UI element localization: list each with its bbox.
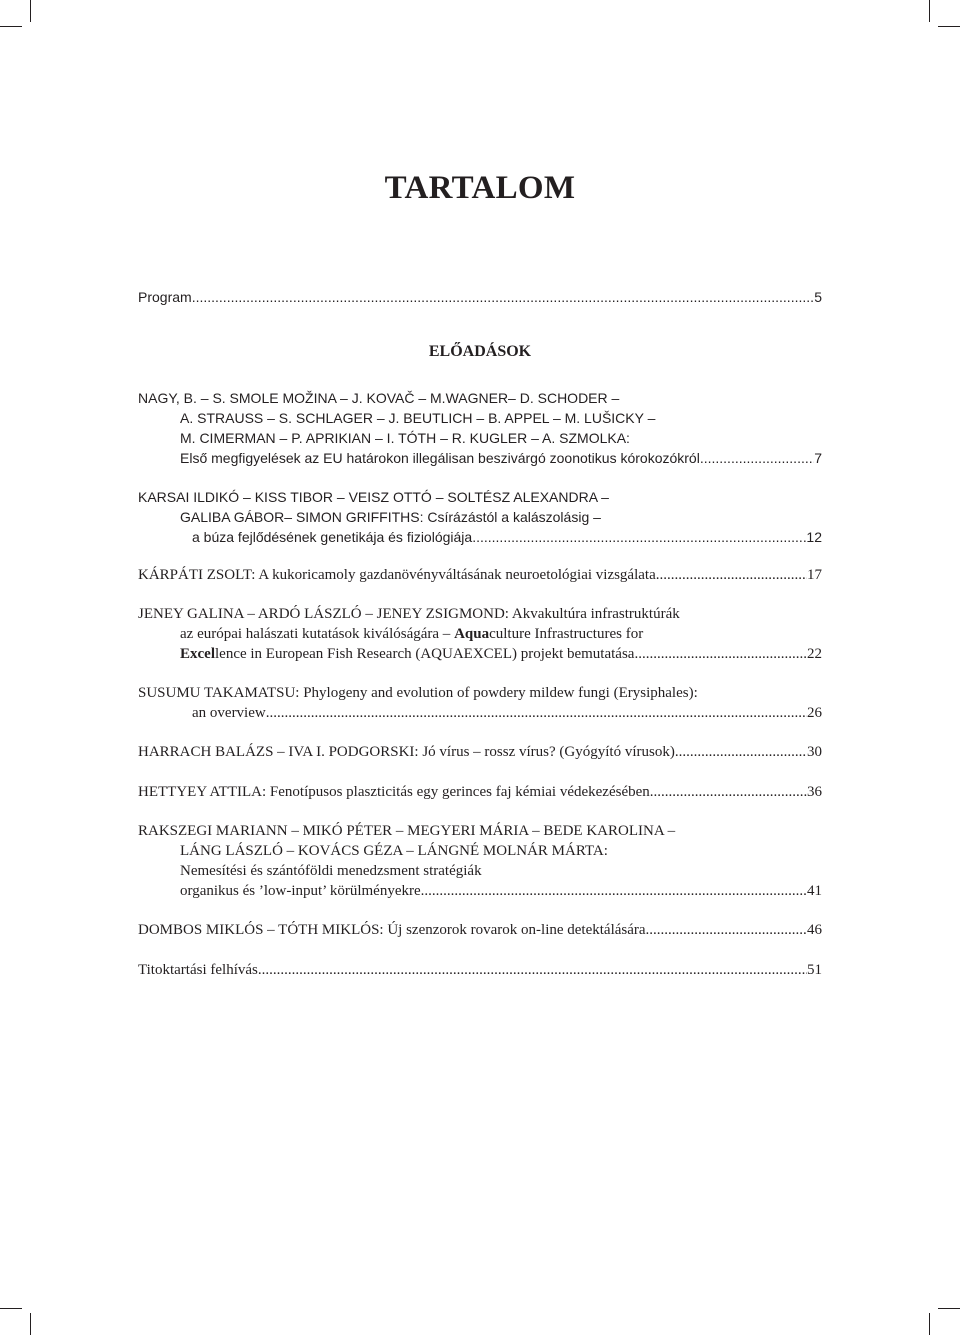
toc-page-number: 22	[807, 646, 822, 662]
toc-leader-dots	[646, 920, 807, 940]
toc-entry-title: an overview	[192, 705, 266, 721]
toc-entry-4[interactable]	[180, 644, 822, 664]
toc-authors-line: Nemesítési és szántóföldi menedzsment stratégiák	[180, 863, 482, 879]
toc-authors-line: LÁNG LÁSZLÓ – KOVÁCS GÉZA – LÁNGNÉ MOLNÁR MÁRTA:	[180, 843, 608, 859]
toc-leader-dots	[656, 565, 807, 585]
toc-page-number: 7	[814, 450, 822, 466]
crop-mark	[938, 26, 960, 27]
toc-entry-9[interactable]	[138, 920, 822, 940]
section-heading: ELŐADÁSOK	[428, 343, 532, 360]
crop-mark	[0, 26, 22, 27]
toc-page-number: 41	[807, 883, 822, 899]
toc-leader-dots	[421, 881, 807, 901]
toc-page-number: 5	[814, 289, 822, 305]
toc-page-number: 17	[807, 567, 822, 583]
toc-entry-title: HARRACH BALÁZS – IVA I. PODGORSKI: Jó vírus – rossz vírus? (Gyógyító vírusok)	[138, 744, 675, 760]
toc-leader-dots	[192, 287, 815, 307]
toc-entry-5[interactable]	[192, 703, 822, 723]
toc-authors-line: A. STRAUSS – S. SCHLAGER – J. BEUTLICH – B. APPEL – M. LUŠICKY –	[180, 410, 656, 426]
toc-entry-7[interactable]	[138, 782, 822, 802]
toc-page-number: 51	[807, 962, 822, 978]
toc-entry-2[interactable]	[192, 527, 822, 547]
toc-entry-title: a búza fejlődésének genetikája és fiziológiája	[192, 529, 473, 545]
toc-page-number: 30	[807, 744, 822, 760]
toc-authors-line: JENEY GALINA – ARDÓ LÁSZLÓ – JENEY ZSIGMOND: Akvakultúra infrastruktúrák	[138, 606, 680, 622]
toc-page-number: 26	[807, 705, 822, 721]
toc-leader-dots	[634, 644, 807, 664]
toc-page-number: 36	[807, 784, 822, 800]
toc-authors-line: KARSAI ILDIKÓ – KISS TIBOR – VEISZ OTTÓ – SOLTÉSZ ALEXANDRA –	[138, 489, 609, 505]
toc-leader-dots	[472, 527, 806, 547]
toc-authors-line: az európai halászati kutatások kiválóságára – Aquaculture Infrastructures for	[180, 626, 644, 642]
toc-page-number: 46	[807, 922, 822, 938]
crop-mark	[929, 0, 930, 22]
toc-entry-title: KÁRPÁTI ZSOLT: A kukoricamoly gazdanövényváltásának neuroetológiai vizsgálata	[138, 567, 656, 583]
toc-authors-line: NAGY, B. – S. SMOLE MOŽINA – J. KOVAČ – M.WAGNER– D. SCHODER –	[138, 390, 620, 406]
crop-mark	[929, 1313, 930, 1335]
page-title: TARTALOM	[384, 170, 576, 206]
toc-entry-8[interactable]	[180, 881, 822, 901]
toc-authors-line: M. CIMERMAN – P. APRIKIAN – I. TÓTH – R. KUGLER – A. SZMOLKA:	[180, 430, 630, 446]
toc-leader-dots	[650, 782, 807, 802]
toc-leader-dots	[700, 448, 814, 468]
toc-entry-10[interactable]	[138, 960, 822, 980]
toc-leader-dots	[258, 960, 807, 980]
toc-leader-dots	[266, 703, 807, 723]
toc-entry-title: Program	[138, 289, 192, 305]
crop-mark	[30, 1313, 31, 1335]
toc-page-number: 12	[806, 529, 822, 545]
toc-authors-line: SUSUMU TAKAMATSU: Phylogeny and evolution of powdery mildew fungi (Erysiphales):	[138, 685, 698, 701]
toc-entry-title: HETTYEY ATTILA: Fenotípusos plaszticitás egy gerinces faj kémiai védekezésében	[138, 784, 650, 800]
toc-authors-line: RAKSZEGI MARIANN – MIKÓ PÉTER – MEGYERI MÁRIA – BEDE KAROLINA –	[138, 823, 676, 839]
toc-entry-3[interactable]	[138, 565, 822, 585]
toc-entry-title: DOMBOS MIKLÓS – TÓTH MIKLÓS: Új szenzorok rovarok on-line detektálására	[138, 922, 646, 938]
toc-leader-dots	[675, 742, 807, 762]
crop-mark	[938, 1308, 960, 1309]
toc-entry-title: Első megfigyelések az EU határokon illegálisan beszivárgó zoonotikus kórokozókról	[180, 450, 700, 466]
toc-entry-6[interactable]	[138, 742, 822, 762]
toc-entry-program[interactable]	[138, 287, 822, 307]
toc-entry-1[interactable]	[180, 448, 822, 468]
toc-entry-title: organikus és ’low-input’ körülményekre	[180, 883, 421, 899]
toc-authors-line: GALIBA GÁBOR– SIMON GRIFFITHS: Csírázástól a kalászolásig –	[180, 509, 601, 525]
crop-mark	[30, 0, 31, 22]
crop-mark	[0, 1308, 22, 1309]
toc-entry-title: Excellence in European Fish Research (AQUAEXCEL) projekt bemutatása	[180, 646, 635, 662]
toc-entry-title: Titoktartási felhívás	[138, 962, 258, 978]
